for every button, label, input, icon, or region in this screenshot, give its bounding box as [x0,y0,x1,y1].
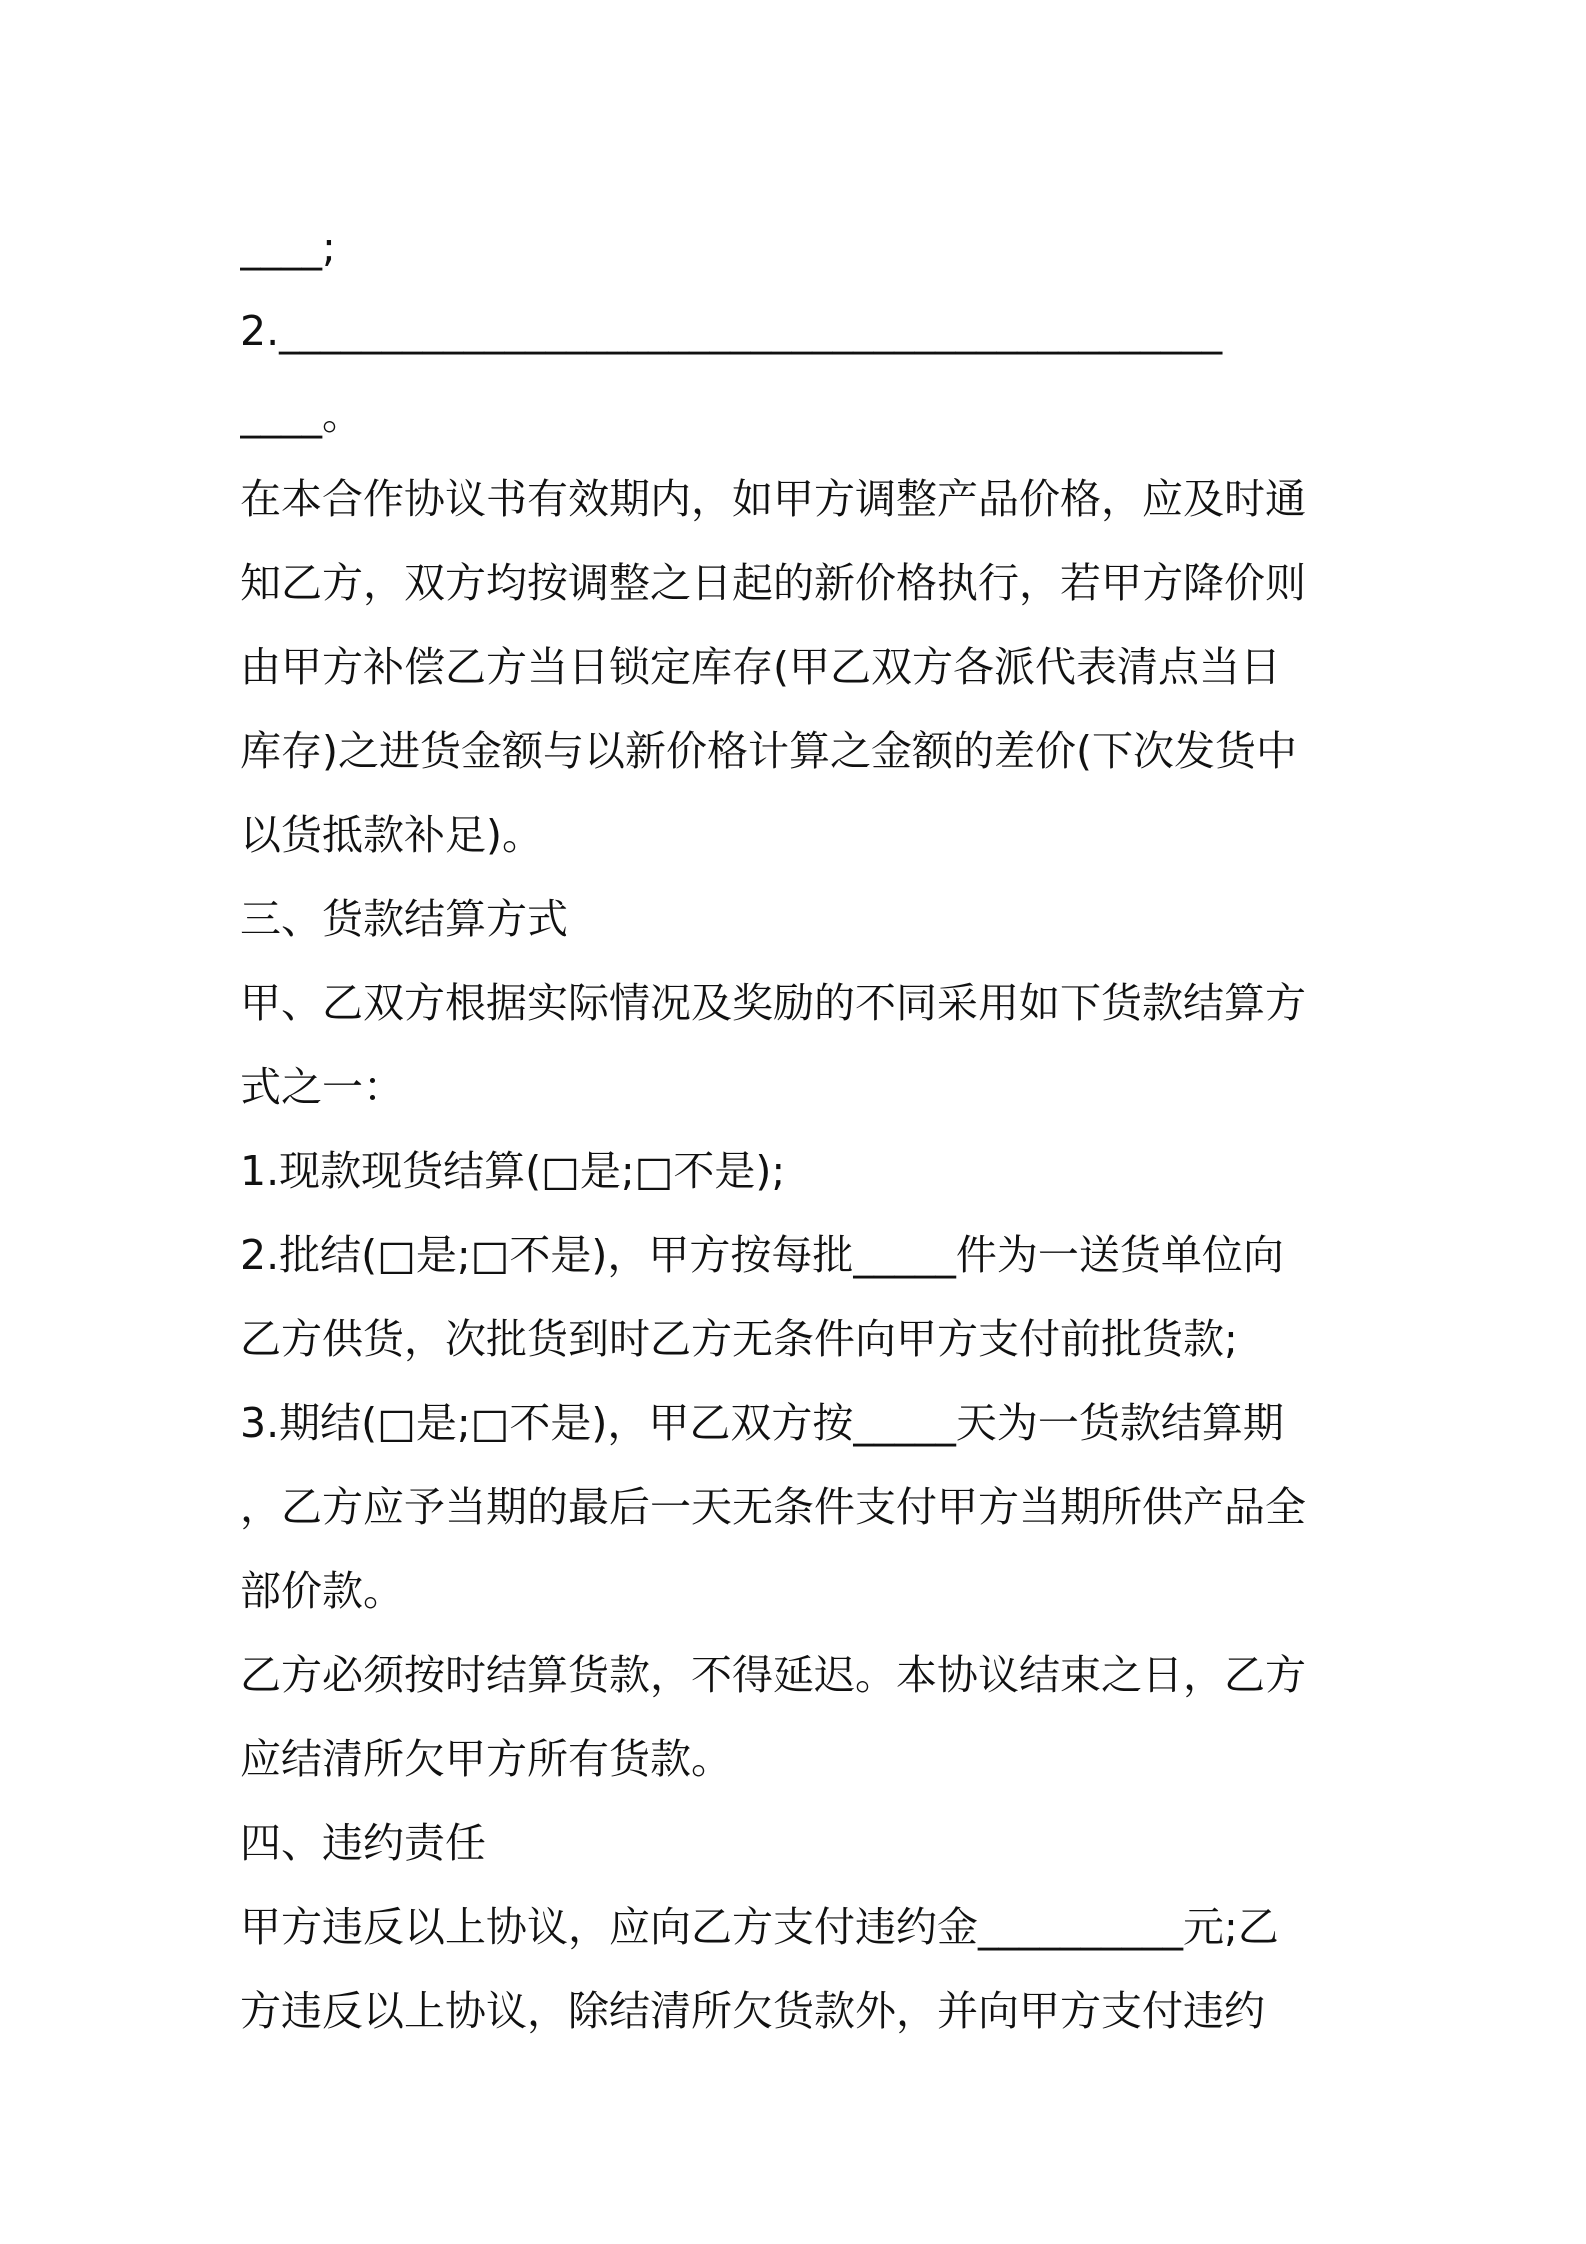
text-line: 1.现款现货结算(□是;□不是); [240,1147,786,1195]
text-line: 应结清所欠甲方所有货款。 [240,1735,732,1783]
text-line: 方违反以上协议，除结清所欠货款外，并向甲方支付违约 [240,1987,1265,2035]
text-line: 知乙方，双方均按调整之日起的新价格执行，若甲方降价则 [240,559,1306,607]
section-heading: 四、违约责任 [240,1819,486,1867]
text-line: 甲、乙双方根据实际情况及奖励的不同采用如下货款结算方 [240,979,1306,1027]
text-line: ____。 [240,391,363,439]
text-line: 部价款。 [240,1567,404,1615]
text-line: 3.期结(□是;□不是)，甲乙双方按_____天为一货款结算期 [240,1399,1284,1447]
text-line: 在本合作协议书有效期内，如甲方调整产品价格，应及时通 [240,475,1306,523]
text-line: ____; [240,223,336,271]
text-line: 由甲方补偿乙方当日锁定库存(甲乙双方各派代表清点当日 [240,643,1281,691]
text-line: 以货抵款补足)。 [240,811,543,859]
text-line: ，乙方应予当期的最后一天无条件支付甲方当期所供产品全 [240,1483,1306,1531]
text-line: 乙方必须按时结算货款，不得延迟。本协议结束之日，乙方 [240,1651,1306,1699]
section-heading: 三、货款结算方式 [240,895,568,943]
text-line: 甲方违反以上协议，应向乙方支付违约金__________元;乙 [240,1903,1279,1951]
text-line: 乙方供货，次批货到时乙方无条件向甲方支付前批货款; [240,1315,1238,1363]
text-line: 2.______________________________________________ [240,307,1223,355]
text-line: 式之一： [240,1063,404,1111]
text-line: 库存)之进货金额与以新价格计算之金额的差价(下次发货中 [240,727,1297,775]
text-line: 2.批结(□是;□不是)，甲方按每批_____件为一送货单位向 [240,1231,1284,1279]
document-body [240,205,1360,2053]
